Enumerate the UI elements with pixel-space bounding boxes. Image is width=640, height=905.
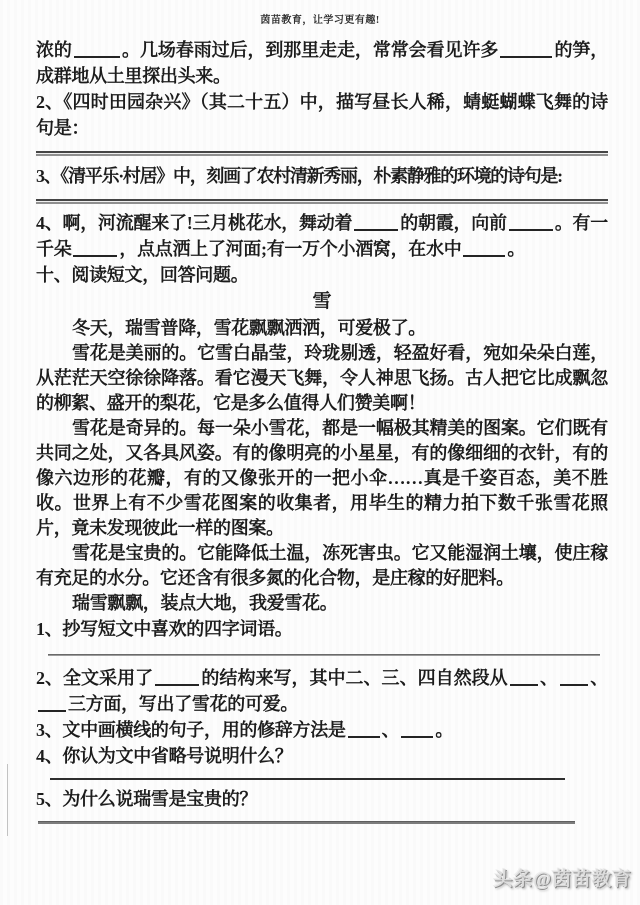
question-item-3: 3、《清平乐·村居》中，刻画了农村清新秀丽，朴素静雅的环境的诗句是: [36, 166, 562, 186]
essay-paragraph: 冬天，瑞雪普降，雪花飘飘洒洒，可爱极了。 [72, 318, 426, 338]
answer-blank [510, 673, 538, 686]
text-segment: 。 [507, 239, 526, 259]
essay-paragraph: 雪花是奇异的。每一朵小雪花，都是一幅极其精美的图案。它们既有共同之处，又各具风姿。有的像明亮的小星星，有的像细细的衣针，有的像六边形的花瓣，有的又像张开的一把小伞……真是千姿百态，美不胜收。世界上有不少雪花图案的收集者，用毕生的精力拍下数千张雪花照片，竟未发现彼此一样的图案。 [36, 418, 608, 538]
text-segment: 。 [435, 720, 454, 740]
answer-area-line [48, 654, 600, 656]
document-body [0, 37, 640, 824]
brand-header-text: 茵苗教育，让学习更有趣! [260, 15, 380, 26]
essay-paragraph: 雪花是美丽的。它雪白晶莹，玲珑剔透，轻盈好看，宛如朵朵白莲，从茫茫天空徐徐降落。看它漫天飞舞，令人神思飞扬。古人把它比成飘忽的柳絮、盛开的梨花，它是多么值得人们赞美啊！ [36, 343, 608, 413]
reading-question-4: 4、你认为文中省略号说明什么？ [36, 746, 293, 766]
reading-section-heading: 十、阅读短文，回答问题。 [36, 265, 249, 285]
text-segment: ，点点洒上了河面;有一万个小酒窝，在水中 [119, 239, 462, 259]
question-item-2: 2、《四时田园杂兴》（其二十五）中，描写昼长人稀，蜻蜓蝴蝶飞舞的诗句是： [36, 92, 608, 138]
answer-blank [348, 725, 380, 738]
answer-blank [38, 699, 66, 712]
answer-blank [509, 218, 553, 231]
answer-blank [401, 725, 433, 738]
text-segment: 4、啊，河流醒来了!三月桃花水，舞动着 [36, 213, 353, 233]
answer-line-2 [38, 821, 575, 824]
scan-artifact-vertical-line [7, 764, 8, 836]
text-segment: 、 [589, 668, 608, 688]
watermark-text: 头条@茵苗教育 [493, 869, 632, 890]
text-segment: 3、文中画横线的句子，用的修辞方法是 [36, 720, 346, 740]
essay-paragraph: 瑞雪飘飘，装点大地，我爱雪花。 [72, 593, 338, 613]
section-divider-1 [36, 151, 608, 156]
text-segment: 的朝霞，向前 [400, 213, 507, 233]
text-segment: 。几场春雨过后，到那里走走，常常会看见许多 [121, 40, 499, 60]
answer-blank [155, 673, 199, 686]
question-item-4 [36, 210, 608, 262]
text-segment: 的结构来写，其中二、三、四自然段从 [201, 668, 508, 688]
answer-blank [560, 673, 588, 686]
text-segment: 2、全文采用了 [36, 668, 154, 688]
reading-question-2 [36, 665, 608, 717]
answer-line-1 [50, 778, 565, 780]
fill-in-sentence [36, 37, 608, 89]
section-divider-2 [36, 199, 608, 204]
text-segment: 、 [381, 720, 400, 740]
answer-blank [74, 45, 120, 58]
text-segment: 的笋，成群地从土里探出头来。 [36, 40, 608, 86]
text-segment: 三方面，写出了雪花的可爱。 [68, 694, 299, 714]
reading-question-3 [36, 717, 608, 743]
reading-question-5: 5、为什么说瑞雪是宝贵的？ [36, 789, 258, 809]
text-segment: 浓的 [36, 40, 72, 60]
essay-title: 雪 [312, 291, 332, 312]
text-segment: 、 [539, 668, 558, 688]
answer-blank [354, 218, 398, 231]
essay-paragraph: 雪花是宝贵的。它能降低土温，冻死害虫。它又能湿润土壤，使庄稼有充足的水分。它还含有很多氮的化合物，是庄稼的好肥料。 [36, 543, 608, 588]
reading-question-1: 1、抄写短文中喜欢的四字词语。 [36, 619, 293, 639]
answer-blank [463, 244, 505, 257]
answer-blank [500, 45, 552, 58]
answer-blank [73, 244, 117, 257]
text-segment: 。有一千朵 [36, 213, 609, 259]
